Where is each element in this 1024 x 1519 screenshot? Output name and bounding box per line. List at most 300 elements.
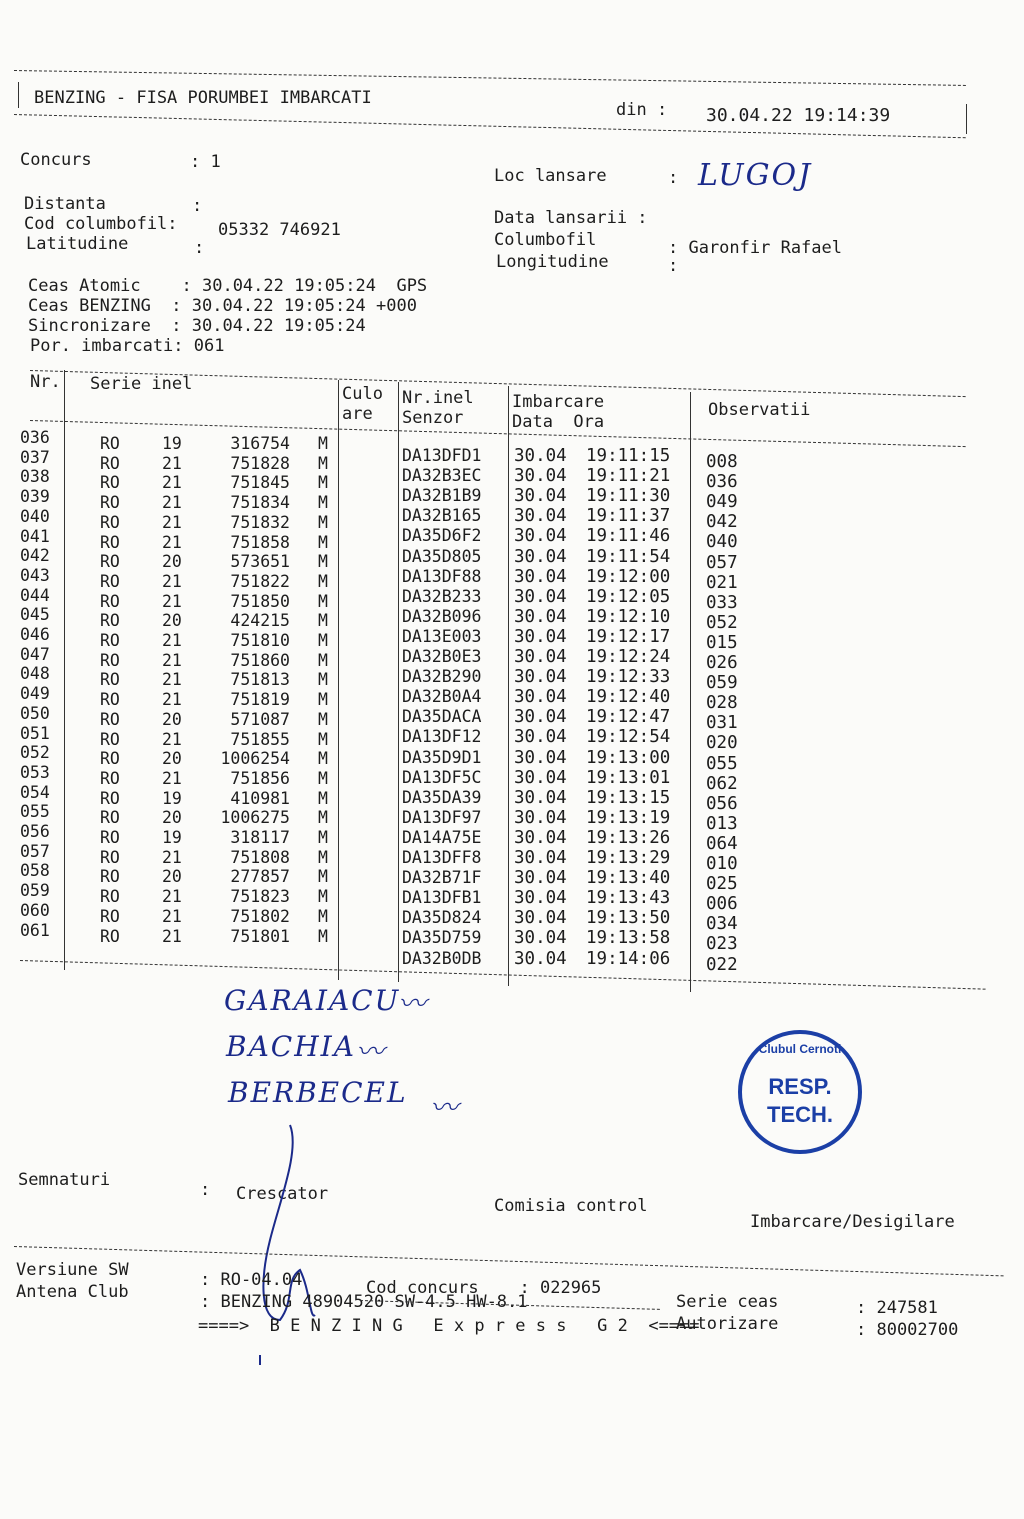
- row-time: 19:13:26: [586, 827, 671, 848]
- row-year: 21: [162, 887, 182, 907]
- row-time: 19:12:47: [586, 707, 671, 728]
- loc-lansare-label: Loc lansare: [494, 166, 607, 186]
- row-observatii: 023: [706, 934, 738, 955]
- antena-club-label: Antena Club: [16, 1282, 129, 1302]
- row-time: 19:13:19: [586, 807, 671, 828]
- col-divider-obs: [690, 392, 691, 992]
- row-observatii: 028: [706, 693, 738, 714]
- header-culoare-2: are: [342, 404, 373, 424]
- handwritten-name-3: BERBECEL: [228, 1076, 408, 1109]
- row-sex: M: [318, 591, 328, 611]
- row-observatii: 022: [706, 954, 738, 975]
- row-sex: M: [318, 473, 328, 493]
- row-ring-number: 316754: [230, 434, 290, 453]
- row-observatii: 031: [706, 713, 738, 734]
- row-observatii: 006: [706, 894, 738, 915]
- row-country: RO: [100, 887, 120, 907]
- row-time: 19:11:21: [586, 466, 671, 487]
- columbofil-value: : Garonfir Rafael: [668, 238, 842, 258]
- row-sex: M: [318, 670, 328, 690]
- row-nr: 051: [20, 723, 50, 743]
- sincronizare: Sincronizare : 30.04.22 19:05:24: [28, 316, 366, 336]
- loc-lansare-value: LUGOJ: [698, 158, 813, 193]
- row-country: RO: [100, 670, 120, 690]
- row-date: 30.04: [514, 868, 567, 889]
- row-sex: M: [318, 768, 328, 788]
- row-country: RO: [100, 768, 120, 788]
- row-time: 19:13:43: [586, 888, 671, 909]
- row-sex: M: [318, 808, 328, 828]
- row-country: RO: [100, 552, 120, 572]
- row-nr: 047: [20, 644, 50, 664]
- columbofil-label: Columbofil: [494, 230, 597, 250]
- row-date: 30.04: [514, 486, 567, 507]
- row-observatii: 036: [706, 472, 738, 493]
- row-observatii: 021: [706, 572, 738, 593]
- din-label: din :: [616, 100, 668, 120]
- row-country: RO: [100, 453, 120, 473]
- por-imbarcati: Por. imbarcati: 061: [30, 336, 225, 356]
- row-observatii: 042: [706, 512, 738, 533]
- row-country: RO: [100, 434, 120, 453]
- cod-concurs: Cod concurs : 022965: [366, 1278, 602, 1298]
- row-observatii: 015: [706, 632, 738, 653]
- header-nr: Nr.: [30, 372, 61, 392]
- row-date: 30.04: [514, 647, 567, 667]
- row-sex: M: [318, 749, 328, 769]
- row-ring-number: 424215: [230, 611, 290, 631]
- row-country: RO: [100, 926, 120, 946]
- row-sensor: DA13DFF8: [402, 848, 482, 867]
- row-sensor: DA14A75E: [402, 827, 482, 847]
- row-time: 19:13:01: [586, 767, 671, 788]
- row-country: RO: [100, 808, 120, 828]
- row-ring-number: 1006275: [220, 808, 290, 828]
- row-sex: M: [318, 729, 328, 749]
- row-year: 21: [162, 650, 182, 670]
- row-time: 19:14:06: [586, 948, 671, 969]
- row-nr: 058: [20, 861, 50, 881]
- row-sex: M: [318, 512, 328, 532]
- row-ring-number: 751856: [230, 768, 290, 788]
- row-time: 19:12:05: [586, 586, 671, 607]
- row-sensor: DA35D824: [402, 908, 482, 928]
- row-time: 19:13:40: [586, 868, 671, 889]
- row-time: 19:12:54: [586, 727, 671, 748]
- row-year: 20: [162, 709, 182, 729]
- row-time: 19:11:15: [586, 446, 671, 466]
- row-year: 21: [162, 847, 182, 867]
- row-date: 30.04: [514, 807, 567, 828]
- row-observatii: 020: [706, 733, 738, 754]
- handwritten-name-1: GARAIACU: [224, 984, 401, 1017]
- row-sensor: DA32B165: [402, 506, 482, 526]
- row-time: 19:11:54: [586, 546, 671, 567]
- row-country: RO: [100, 729, 120, 749]
- stamp-club-name: Clubul Cernoti: [758, 1042, 842, 1056]
- row-ring-number: 751858: [230, 532, 290, 552]
- row-observatii: 056: [706, 793, 738, 814]
- row-ring-number: 751810: [230, 631, 290, 650]
- row-sex: M: [318, 611, 328, 631]
- autorizare-value: : 80002700: [856, 1320, 959, 1340]
- row-sensor: DA32B0A4: [402, 687, 482, 707]
- row-nr: 036: [20, 428, 50, 447]
- row-nr: 054: [20, 782, 50, 802]
- row-date: 30.04: [514, 566, 567, 587]
- row-date: 30.04: [514, 848, 567, 868]
- ceas-atomic: Ceas Atomic : 30.04.22 19:05:24 GPS: [28, 276, 428, 296]
- row-sensor: DA35D805: [402, 546, 482, 566]
- row-year: 21: [162, 926, 182, 946]
- row-observatii: 062: [706, 773, 738, 794]
- row-country: RO: [100, 749, 120, 769]
- club-stamp: [738, 1030, 862, 1154]
- table-rule-bottom: [20, 960, 986, 990]
- row-time: 19:12:24: [586, 647, 671, 667]
- row-time: 19:11:46: [586, 526, 671, 547]
- row-sex: M: [318, 453, 328, 473]
- row-observatii: 034: [706, 914, 738, 935]
- row-nr: 046: [20, 625, 50, 644]
- row-nr: 057: [20, 841, 50, 861]
- concurs-value: : 1: [190, 152, 221, 172]
- row-time: 19:12:00: [586, 566, 671, 587]
- row-date: 30.04: [514, 546, 567, 567]
- row-sensor: DA13DF88: [402, 566, 482, 586]
- stamp-line-1: RESP.: [768, 1074, 832, 1099]
- row-ring-number: 751819: [230, 690, 290, 710]
- row-observatii: 010: [706, 854, 738, 874]
- row-sensor: DA13DF12: [402, 727, 482, 747]
- row-sex: M: [318, 571, 328, 591]
- row-country: RO: [100, 828, 120, 847]
- benzing-express-line: ====> B E N Z I N G E x p r e s s G 2 <====: [198, 1316, 700, 1336]
- row-ring-number: 573651: [230, 552, 290, 572]
- row-observatii: 013: [706, 813, 738, 834]
- row-sex: M: [318, 493, 328, 513]
- row-ring-number: 318117: [230, 828, 290, 847]
- row-sex: M: [318, 828, 328, 847]
- row-date: 30.04: [514, 928, 567, 949]
- header-serie-inel: Serie inel: [90, 374, 193, 394]
- row-country: RO: [100, 847, 120, 867]
- row-observatii: 025: [706, 874, 738, 895]
- autorizare-label: Autorizare: [676, 1314, 779, 1334]
- row-date: 30.04: [514, 948, 567, 969]
- row-sex: M: [318, 926, 328, 946]
- row-country: RO: [100, 493, 120, 513]
- row-year: 21: [162, 631, 182, 650]
- row-country: RO: [100, 512, 120, 532]
- row-nr: 044: [20, 585, 50, 605]
- header-culoare-1: Culo: [342, 384, 383, 404]
- row-ring-number: 571087: [230, 709, 290, 729]
- row-nr: 050: [20, 703, 50, 723]
- row-date: 30.04: [514, 888, 567, 909]
- row-sensor: DA35D6F2: [402, 526, 482, 546]
- row-date: 30.04: [514, 626, 567, 647]
- row-time: 19:13:50: [586, 908, 671, 929]
- row-time: 19:13:29: [586, 848, 671, 868]
- row-nr: 037: [20, 447, 50, 467]
- row-country: RO: [100, 611, 120, 631]
- row-date: 30.04: [514, 908, 567, 929]
- row-nr: 041: [20, 526, 50, 546]
- longitudine-value: :: [668, 256, 679, 276]
- row-ring-number: 751802: [230, 906, 290, 926]
- row-year: 21: [162, 690, 182, 710]
- row-date: 30.04: [514, 506, 567, 527]
- row-year: 19: [162, 828, 182, 847]
- row-time: 19:12:10: [586, 606, 671, 627]
- semnaturi-label: Semnaturi: [18, 1170, 111, 1190]
- row-year: 21: [162, 532, 182, 552]
- row-nr: 048: [20, 664, 50, 684]
- imbarcare-desigilare-label: Imbarcare/Desigilare: [750, 1212, 955, 1232]
- row-year: 21: [162, 473, 182, 493]
- row-ring-number: 751801: [230, 926, 290, 946]
- row-date: 30.04: [514, 446, 567, 466]
- row-year: 21: [162, 906, 182, 926]
- row-year: 20: [162, 552, 182, 572]
- row-sensor: DA13DFB1: [402, 888, 482, 908]
- serie-ceas-label: Serie ceas: [676, 1292, 779, 1312]
- row-observatii: 040: [706, 532, 738, 553]
- header-imbarcare-1: Imbarcare: [512, 392, 605, 412]
- row-time: 19:12:17: [586, 626, 671, 647]
- versiune-sw-label: Versiune SW: [16, 1260, 129, 1280]
- signature-scribble-1: 〰: [398, 987, 429, 1020]
- row-country: RO: [100, 788, 120, 808]
- row-ring-number: 751822: [230, 571, 290, 591]
- row-sex: M: [318, 631, 328, 650]
- row-nr: 040: [20, 506, 50, 526]
- row-nr: 059: [20, 881, 50, 901]
- ceas-benzing: Ceas BENZING : 30.04.22 19:05:24 +000: [28, 296, 417, 316]
- row-year: 19: [162, 434, 182, 453]
- header-nrinel-1: Nr.inel: [402, 388, 474, 408]
- row-sensor: DA32B233: [402, 586, 482, 606]
- row-time: 19:13:00: [586, 747, 671, 768]
- row-sex: M: [318, 532, 328, 552]
- row-sensor: DA13E003: [402, 626, 482, 646]
- row-date: 30.04: [514, 466, 567, 487]
- row-nr: 052: [20, 743, 50, 763]
- row-nr: 038: [20, 467, 50, 487]
- row-observatii: 059: [706, 673, 738, 694]
- row-year: 21: [162, 670, 182, 690]
- row-year: 20: [162, 867, 182, 887]
- row-ring-number: 751855: [230, 729, 290, 749]
- row-sensor: DA32B71F: [402, 868, 482, 888]
- row-ring-number: 751813: [230, 670, 290, 690]
- row-year: 20: [162, 749, 182, 769]
- row-observatii: 057: [706, 552, 738, 573]
- row-date: 30.04: [514, 606, 567, 627]
- serie-ceas-value: : 247581: [856, 1298, 938, 1318]
- distanta-label: Distanta: [24, 194, 106, 214]
- row-observatii: 064: [706, 833, 738, 854]
- antena-club-value: : BENZING 48904520 SW-4.5 HW-8.1: [200, 1292, 528, 1312]
- row-country: RO: [100, 867, 120, 887]
- row-sensor: DA32B1B9: [402, 486, 482, 506]
- row-country: RO: [100, 690, 120, 710]
- row-nr: 039: [20, 487, 50, 507]
- row-sex: M: [318, 709, 328, 729]
- row-year: 21: [162, 768, 182, 788]
- col-divider-nr: [64, 370, 65, 970]
- row-country: RO: [100, 650, 120, 670]
- row-sensor: DA13DF97: [402, 807, 482, 827]
- row-ring-number: 751828: [230, 453, 290, 473]
- latitudine-value: :: [194, 238, 205, 258]
- row-ring-number: 751845: [230, 473, 290, 493]
- comisia-control-label: Comisia control: [494, 1196, 648, 1216]
- row-time: 19:11:30: [586, 486, 671, 507]
- row-sensor: DA32B3EC: [402, 466, 482, 486]
- row-time: 19:12:40: [586, 687, 671, 708]
- signature-scribble-2: 〰: [356, 1035, 387, 1068]
- row-year: 20: [162, 808, 182, 828]
- row-nr: 042: [20, 546, 50, 566]
- row-date: 30.04: [514, 687, 567, 708]
- row-sensor: DA35D9D1: [402, 747, 482, 767]
- row-country: RO: [100, 906, 120, 926]
- versiune-sw-value: : RO-04.04: [200, 1270, 303, 1290]
- header-rule-top: [14, 70, 966, 86]
- row-date: 30.04: [514, 787, 567, 808]
- row-nr: 053: [20, 762, 50, 782]
- row-time: 19:13:58: [586, 928, 671, 949]
- row-nr: 049: [20, 684, 50, 704]
- row-year: 21: [162, 729, 182, 749]
- row-sensor: DA35D759: [402, 928, 482, 948]
- row-ring-number: 751832: [230, 512, 290, 532]
- document-title: BENZING - FISA PORUMBEI IMBARCATI: [34, 88, 372, 108]
- row-sex: M: [318, 434, 328, 453]
- row-sensor: DA13DF5C: [402, 767, 482, 787]
- header-nrinel-2: Senzor: [402, 408, 464, 428]
- row-ring-number: 751850: [230, 591, 290, 611]
- row-sensor: DA35DACA: [402, 707, 482, 727]
- row-year: 21: [162, 591, 182, 611]
- row-nr: 043: [20, 565, 50, 585]
- row-sensor: DA32B0DB: [402, 948, 482, 968]
- row-time: 19:11:37: [586, 506, 671, 527]
- row-ring-number: 751834: [230, 493, 290, 513]
- col-divider-culo: [338, 380, 339, 980]
- cod-columbofil-label: Cod columbofil:: [24, 214, 178, 234]
- loc-lansare-colon: :: [668, 168, 679, 188]
- row-country: RO: [100, 631, 120, 650]
- row-country: RO: [100, 571, 120, 591]
- row-year: 21: [162, 512, 182, 532]
- data-lansarii-label: Data lansarii :: [494, 208, 648, 228]
- latitudine-label: Latitudine: [26, 234, 129, 254]
- row-year: 21: [162, 493, 182, 513]
- col-divider-nrinel: [398, 382, 399, 982]
- row-sex: M: [318, 690, 328, 710]
- row-country: RO: [100, 709, 120, 729]
- header-imbarcare-2: Data Ora: [512, 412, 605, 432]
- header-right-border: [966, 104, 967, 134]
- row-ring-number: 1006254: [220, 749, 290, 769]
- row-sensor: DA32B290: [402, 667, 482, 687]
- row-nr: 045: [20, 605, 50, 625]
- distanta-value: :: [192, 196, 203, 216]
- row-sex: M: [318, 887, 328, 907]
- semnaturi-colon: :: [200, 1180, 211, 1200]
- row-date: 30.04: [514, 667, 567, 688]
- footer-rule-top: [14, 1246, 1004, 1276]
- header-observatii: Observatii: [708, 400, 811, 420]
- row-date: 30.04: [514, 727, 567, 748]
- row-year: 20: [162, 611, 182, 631]
- row-sex: M: [318, 847, 328, 867]
- cod-columbofil-value: 05332 746921: [218, 220, 341, 240]
- row-date: 30.04: [514, 586, 567, 607]
- row-ring-number: 410981: [230, 788, 290, 808]
- row-time: 19:12:33: [586, 667, 671, 688]
- row-sensor: DA32B096: [402, 606, 482, 626]
- din-value: 30.04.22 19:14:39: [706, 105, 891, 126]
- row-ring-number: 751823: [230, 887, 290, 907]
- header-left-border: [18, 82, 19, 108]
- row-year: 19: [162, 788, 182, 808]
- row-year: 21: [162, 571, 182, 591]
- row-sex: M: [318, 650, 328, 670]
- row-sex: M: [318, 867, 328, 887]
- row-observatii: 033: [706, 592, 738, 613]
- row-nr: 061: [20, 920, 50, 940]
- col-divider-imbarcare: [508, 386, 509, 986]
- row-year: 21: [162, 453, 182, 473]
- row-ring-number: 277857: [230, 867, 290, 887]
- signature-scribble-3: 〰: [430, 1091, 461, 1124]
- row-sensor: DA13DFD1: [402, 446, 482, 465]
- crescator-label: Crescator: [236, 1184, 329, 1204]
- row-nr: 056: [20, 822, 50, 841]
- row-country: RO: [100, 591, 120, 611]
- row-date: 30.04: [514, 747, 567, 768]
- row-sex: M: [318, 788, 328, 808]
- longitudine-label: Longitudine: [496, 252, 609, 272]
- row-time: 19:13:15: [586, 787, 671, 808]
- row-ring-number: 751808: [230, 847, 290, 867]
- row-ring-number: 751860: [230, 650, 290, 670]
- concurs-label: Concurs: [20, 150, 92, 170]
- handwritten-name-2: BACHIA: [226, 1030, 356, 1063]
- row-date: 30.04: [514, 827, 567, 848]
- row-sensor: DA35DA39: [402, 787, 482, 807]
- row-country: RO: [100, 532, 120, 552]
- row-sex: M: [318, 906, 328, 926]
- row-date: 30.04: [514, 707, 567, 728]
- row-date: 30.04: [514, 767, 567, 788]
- row-observatii: 026: [706, 653, 738, 673]
- row-observatii: 055: [706, 753, 738, 774]
- stamp-line-2: TECH.: [767, 1102, 833, 1127]
- row-country: RO: [100, 473, 120, 493]
- row-observatii: 008: [706, 452, 738, 472]
- row-sensor: DA32B0E3: [402, 647, 482, 666]
- row-nr: 060: [20, 900, 50, 920]
- row-observatii: 052: [706, 612, 738, 633]
- row-observatii: 049: [706, 492, 738, 513]
- row-nr: 055: [20, 802, 50, 822]
- row-sex: M: [318, 552, 328, 572]
